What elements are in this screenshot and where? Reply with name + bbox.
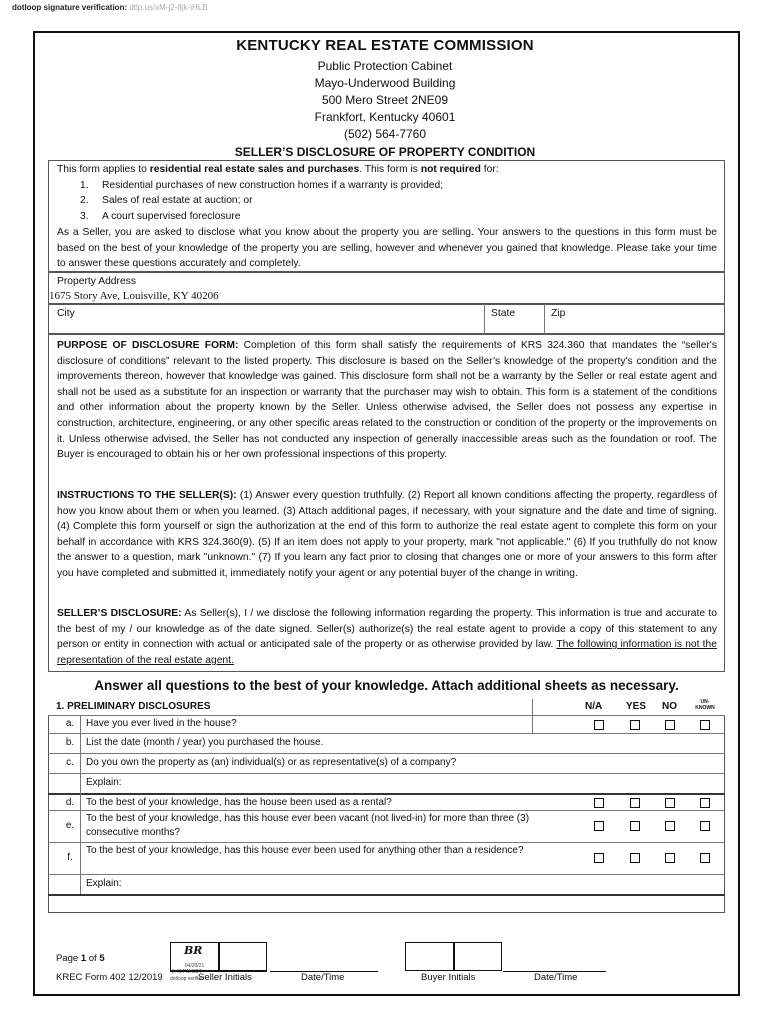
divider <box>80 715 81 894</box>
col-unknown: UN-KNOWN <box>695 699 715 711</box>
col-yes: YES <box>626 701 647 712</box>
divider <box>532 699 533 715</box>
checkbox-no[interactable] <box>665 853 675 863</box>
verification-link[interactable]: dtlp.us/xM-j2-8jk-iHLB <box>129 3 208 12</box>
checkbox-unknown[interactable] <box>700 720 710 730</box>
question-letter: e. <box>65 820 75 831</box>
divider <box>532 715 533 733</box>
question-e <box>48 810 725 842</box>
instructions-text: (1) Answer every question truthfully. (2) Report all known conditions affecting the property, regardless of how you know about them or when you learned. (3) Attach additional pages, if necessary, with your signature and the date and time of signing. (4) Complete this form yourself or sign the authorization at the end of this form to authorize the real estate agent to complete this form on your behalf in accordance with KRS 324.360(9). (5) If an item does not apply to your property, mark "not applicable." (6) If you truthfully do not know the answer to a question, mark "unknown." (7) If you learn any fact prior to closing that changes one or more of your answers to this form after you have completed and submitted it, immediately notify your agent or any potential buyer of the change in writing. <box>57 490 717 579</box>
seller-initials-box-1[interactable] <box>170 942 219 971</box>
question-letter: f. <box>67 852 73 863</box>
question-text: To the best of your knowledge, has this house ever been vacant (not lived-in) for more than three (3) consecutive months? <box>86 813 530 838</box>
stamp-verified: dotloop verified <box>170 976 204 982</box>
question-f <box>48 842 725 874</box>
question-d <box>48 793 725 810</box>
seller-date-label: Date/Time <box>301 972 345 983</box>
explain-label: Explain: <box>86 878 122 889</box>
page-number: Page 1 of 5 <box>56 953 105 964</box>
seller-initials-label: Seller Initials <box>198 972 252 983</box>
seller-initials-signature: BR <box>184 944 203 957</box>
question-letter: d. <box>65 797 75 808</box>
question-text: To the best of your knowledge, has this house ever been used for anything other than a residence? <box>86 845 524 856</box>
question-text: To the best of your knowledge, has the house been used as a rental? <box>86 797 392 808</box>
exempt-item-1-text: Residential purchases of new construction homes if a warranty is provided; <box>102 180 444 191</box>
zip-field[interactable]: Zip <box>551 308 566 319</box>
checkbox-no[interactable] <box>665 798 675 808</box>
buyer-date-label: Date/Time <box>534 972 578 983</box>
col-no: NO <box>662 701 677 712</box>
purpose-text: Completion of this form shall satisfy the requirements of KRS 324.360 that mandates the “seller's disclosure of conditions” relevant to the listed property. This disclosure is based on the Seller’s knowledge of the property's condition and the improvements thereon, however that knowledge was gained. This disclosure form shall not be a warranty by the Seller or real estate agent and shall not be used as a substitute for an inspection or warranty that the purchaser may wish to obtain. This form is a statement of the conditions and other information about the property known by the Seller. Unless otherwise advised, the Seller does not possess any expertise in construction, architecture, engineering, or any other specific areas related to the construction or condition of the property or the improvements on it. Unless otherwise advised, the Seller has not conducted any inspection of generally inaccessible areas such as the foundation or roof. The Buyer is encouraged to obtain his or her own professional inspections of this property. <box>57 340 717 461</box>
applies-bold: residential real estate sales and purchases <box>149 164 360 175</box>
applies-mid: . This form is <box>359 164 421 175</box>
question-letter: a. <box>65 718 75 729</box>
checkbox-yes[interactable] <box>630 853 640 863</box>
section1-title: 1. PRELIMINARY DISCLOSURES <box>56 701 211 712</box>
checkbox-no[interactable] <box>665 720 675 730</box>
checkbox-yes[interactable] <box>630 821 640 831</box>
header-line-2: Mayo-Underwood Building <box>314 76 456 90</box>
buyer-initials-label: Buyer Initials <box>421 972 476 983</box>
checkbox-na[interactable] <box>594 798 604 808</box>
explain-label: Explain: <box>86 777 122 788</box>
signature-verification <box>12 3 208 12</box>
form-title: SELLER’S DISCLOSURE OF PROPERTY CONDITION <box>234 145 536 159</box>
sellers-disclosure-text: As Seller(s), I / we disclose the following information regarding the property. This information is true and accurate to the best of my / our knowledge as of the date signed. Seller(s) authorize(s) the real estate agent to provide a copy of this statement to any person or entity in connection with actual or anticipated sale of the property or as otherwise provided by law. <box>57 608 717 651</box>
checkbox-yes[interactable] <box>630 720 640 730</box>
question-a <box>48 715 725 733</box>
exempt-item-3-text: A court supervised foreclosure <box>102 211 241 222</box>
commission-title <box>0 37 770 54</box>
stamp-time: 3:41 PM EDT <box>172 969 203 975</box>
checkbox-no[interactable] <box>665 821 675 831</box>
divider <box>544 304 545 334</box>
question-text: Have you ever lived in the house? <box>86 718 237 729</box>
checkbox-unknown[interactable] <box>700 821 710 831</box>
verification-label: dotloop signature verification: <box>12 3 128 12</box>
col-na: N/A <box>585 701 603 712</box>
question-letter: c. <box>66 757 74 768</box>
city-field[interactable]: City <box>57 308 75 319</box>
divider <box>484 304 485 334</box>
section1-bottom-row <box>48 894 725 913</box>
property-address-label: Property Address <box>57 276 136 287</box>
explain-f[interactable] <box>48 874 725 894</box>
agent-disclaimer: The following information is not the representation of the real estate agent. <box>57 639 717 666</box>
instructions-paragraph <box>57 488 717 582</box>
intro-paragraph: As a Seller, you are asked to disclose what you know about the property you are selling. Your answers to the questions in this form must be based on the best of your knowledge of the property you are selling, however and whenever you gained that knowledge. Please take your time to answer these questions accurately and completely. <box>57 227 717 270</box>
exempt-item-2-text: Sales of real estate at auction; or <box>102 195 253 206</box>
exempt-item-3: 3. <box>80 211 89 222</box>
commission-title-text: KENTUCKY REAL ESTATE COMMISSION <box>236 37 534 54</box>
question-b <box>48 733 725 753</box>
buyer-initials-box-1[interactable] <box>405 942 454 971</box>
question-text: List the date (month / year) you purchased the house. <box>86 737 324 748</box>
applies-post: for: <box>480 164 499 175</box>
purpose-paragraph <box>57 338 717 463</box>
buyer-initials-box-2[interactable] <box>454 942 502 971</box>
applies-pre: This form applies to <box>57 164 150 175</box>
explain-c[interactable] <box>48 773 725 793</box>
form-id: KREC Form 402 12/2019 <box>56 972 163 983</box>
purpose-heading: PURPOSE OF DISCLOSURE FORM: <box>57 340 239 351</box>
instructions-heading: INSTRUCTIONS TO THE SELLER(S): <box>57 490 237 501</box>
checkbox-na[interactable] <box>594 853 604 863</box>
header-line-1: Public Protection Cabinet <box>317 59 453 73</box>
checkbox-unknown[interactable] <box>700 853 710 863</box>
header-line-3: 500 Mero Street 2NE09 <box>321 93 449 107</box>
checkbox-na[interactable] <box>594 720 604 730</box>
question-text: Do you own the property as (an) individual(s) or as representative(s) of a company? <box>86 757 457 768</box>
exempt-item-2: 2. <box>80 195 89 206</box>
exempt-item-1: 1. <box>80 180 89 191</box>
property-address-field[interactable]: 1675 Story Ave, Louisville, KY 40206 <box>49 290 219 302</box>
answer-banner: Answer all questions to the best of your knowledge. Attach additional sheets as necessary. <box>94 678 679 693</box>
checkbox-yes[interactable] <box>630 798 640 808</box>
stamp-date: 04/20/21 <box>184 963 205 969</box>
applies-bold2: not required <box>420 164 481 175</box>
applies-text <box>57 162 717 178</box>
header-line-4: Frankfort, Kentucky 40601 <box>314 110 456 124</box>
city-row <box>48 304 725 334</box>
question-letter: b. <box>65 737 75 748</box>
sellers-disclosure-paragraph <box>57 606 717 668</box>
sellers-disclosure-heading: SELLER’S DISCLOSURE: <box>57 608 182 619</box>
checkbox-na[interactable] <box>594 821 604 831</box>
seller-initials-box-2[interactable] <box>219 942 267 971</box>
question-c <box>48 753 725 773</box>
header-line-5: (502) 564-7760 <box>343 127 427 141</box>
section1-header <box>48 699 725 715</box>
state-field[interactable]: State <box>491 308 516 319</box>
checkbox-unknown[interactable] <box>700 798 710 808</box>
